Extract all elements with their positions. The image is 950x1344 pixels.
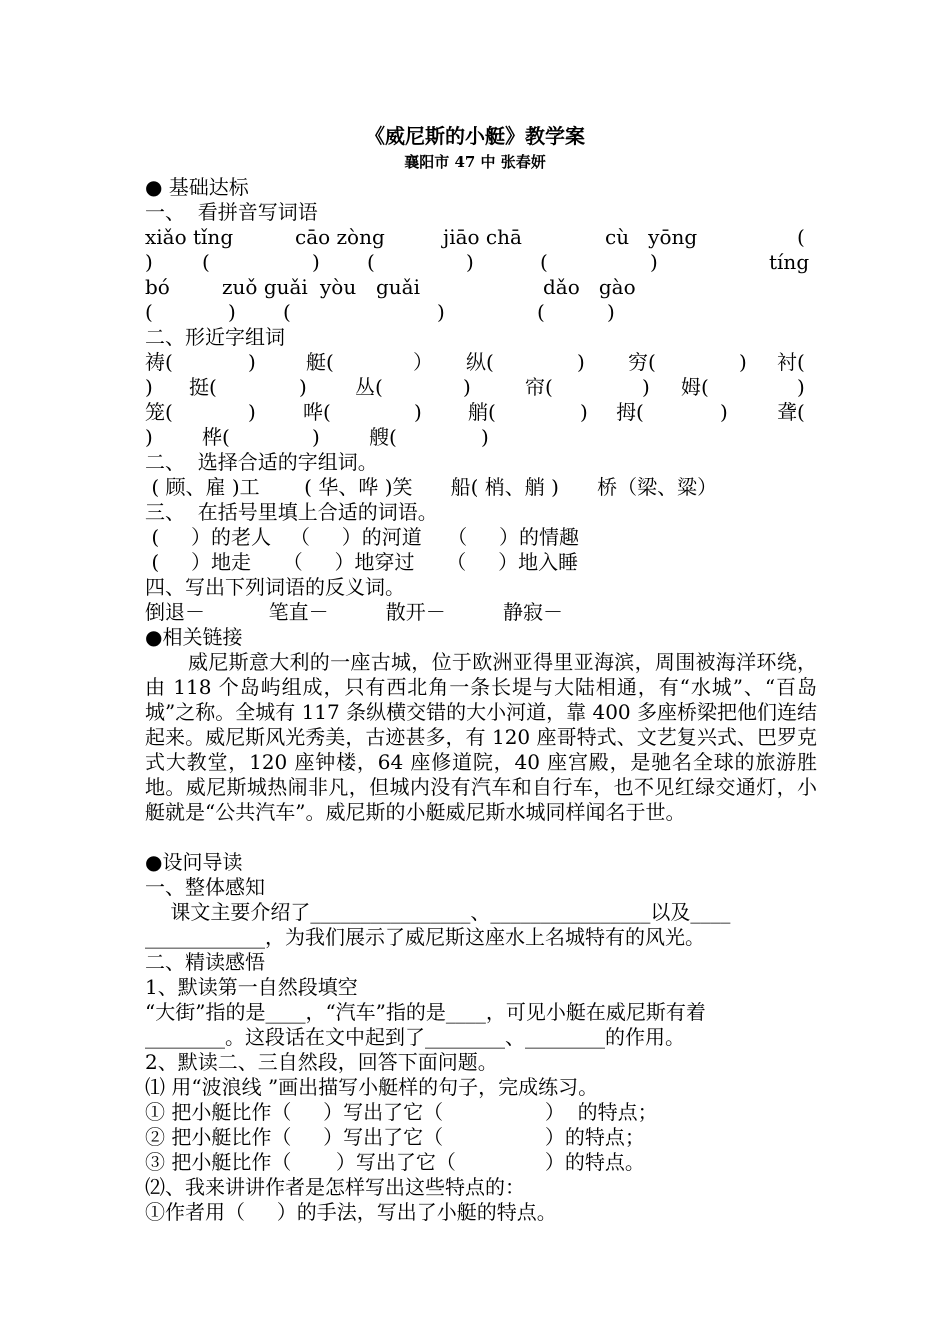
bracket: ) <box>312 425 320 449</box>
q4-title: 三、 在括号里填上合适的词语。 <box>145 500 438 524</box>
bracket: ( <box>797 225 805 249</box>
pinyin-item: cāo zòng <box>295 225 385 249</box>
bracket: ) <box>248 400 256 424</box>
q4-line-2: ( ）地走 （ ）地穿过 （ ）地入睡 <box>145 550 579 574</box>
word-item: 祷( <box>145 350 173 374</box>
bracket: ) <box>580 400 588 424</box>
bracket: ( <box>202 250 210 274</box>
word-item: 艇( <box>306 350 334 374</box>
author-line: 襄阳市 47 中 张春妍 <box>404 153 546 171</box>
g2-q1-line-2: ________。这段话在文中起到了________、________的作用。 <box>145 1025 685 1049</box>
g2-title: 二、精读感悟 <box>145 950 265 974</box>
section-link-heading: ●相关链接 <box>145 625 243 649</box>
pinyin-item: dǎo gào <box>543 275 636 299</box>
pinyin-item: jiāo chā <box>443 225 522 249</box>
bracket: ) <box>437 300 445 324</box>
word-item: 纵( <box>466 350 494 374</box>
g2-q2-b1: ①作者用（ ）的手法，写出了小艇的特点。 <box>145 1200 557 1224</box>
pinyin-item: cù yōng <box>605 225 698 249</box>
bracket: ) <box>228 300 236 324</box>
bracket: ) <box>414 400 422 424</box>
g2-q2-a2: ② 把小艇比作（ ）写出了它（ ）的特点； <box>145 1125 645 1149</box>
pinyin-item: zuǒ guǎi <box>222 275 308 299</box>
section-basic-heading: ● 基础达标 <box>145 175 249 199</box>
g1-title: 一、整体感知 <box>145 875 265 899</box>
word-item: 衬( <box>777 350 805 374</box>
word-item: 艄( <box>468 400 496 424</box>
q1-title: 一、 看拼音写词语 <box>145 200 318 224</box>
g2-q2-b: ⑵、我来讲讲作者是怎样写出这些特点的： <box>145 1175 525 1199</box>
bracket: ) <box>299 375 307 399</box>
q2-title: 二、形近字组词 <box>145 325 285 349</box>
bracket: ) <box>463 375 471 399</box>
pinyin-item: tíng <box>769 250 810 274</box>
bracket: ) <box>312 250 320 274</box>
bracket: ) <box>577 350 585 374</box>
word-item: 丛( <box>355 375 383 399</box>
g2-q1-line-1: “大街”指的是____，“汽车”指的是____，可见小艇在威尼斯有着 <box>145 1000 706 1024</box>
word-item: 聋( <box>777 400 805 424</box>
q4-line-1: ( ）的老人 （ ）的河道 （ ）的情趣 <box>145 525 580 549</box>
word-item: 桦( <box>202 425 230 449</box>
link-paragraph: 威尼斯意大利的一座古城，位于欧洲亚得里亚海滨，周围被海洋环绕，由 118 个岛屿组成，只有西北角一条长堤与大陆相通，有“水城”、“百岛城”之称。全城有 117 条纵横交错的大小河道，靠 400 多座桥梁把他们连结起来。威尼斯风光秀美，古迹甚多，有 120 座哥特式、文艺复兴式、巴罗克式大教堂，120 座钟楼，64 座修道院，40 座宫殿，是驰名全球的旅游胜地。威尼斯城热闹非凡，但城内没有汽车和自行车，也不见红绿交通灯，小艇就是“公共汽车”。威尼斯的小艇威尼斯水城同样闻名于世。 <box>145 650 818 824</box>
bracket: ) <box>248 350 256 374</box>
word-item: 拇( <box>616 400 644 424</box>
g1-line-2: ____________，为我们展示了威尼斯这座水上名城特有的风光。 <box>145 925 705 949</box>
q3-line: ( 顾、雇 )工 ( 华、哗 )笑 船( 梢、艄 ) 桥（梁、粱） <box>145 475 718 499</box>
g2-q2-a: ⑴ 用“波浪线 ”画出描写小艇样的句子，完成练习。 <box>145 1075 599 1099</box>
g2-q2-a3: ③ 把小艇比作（ ）写出了它（ ）的特点。 <box>145 1150 645 1174</box>
q3-title: 二、 选择合适的字组词。 <box>145 450 378 474</box>
bracket: ) <box>466 250 474 274</box>
bracket: ( <box>283 300 291 324</box>
bracket: ) <box>481 425 489 449</box>
bracket: ( <box>540 250 548 274</box>
bracket: ) <box>145 425 153 449</box>
bracket: ) <box>650 250 658 274</box>
g2-q1: 1、默读第一自然段填空 <box>145 975 358 999</box>
q5-line: 倒退－ 笔直－ 散开－ 静寂－ <box>145 600 564 624</box>
bracket: ) <box>145 250 153 274</box>
word-item: 艘( <box>369 425 397 449</box>
word-item: 笼( <box>145 400 173 424</box>
page-title: 《威尼斯的小艇》教学案 <box>365 124 585 148</box>
word-item: 哗( <box>303 400 331 424</box>
word-item: 挺( <box>189 375 217 399</box>
bracket: ( <box>145 300 153 324</box>
word-item: 穷( <box>628 350 656 374</box>
pinyin-item: guǎi <box>376 275 421 299</box>
bracket: ) <box>607 300 615 324</box>
g2-q2-a1: ① 把小艇比作（ ）写出了它（ ） 的特点； <box>145 1100 658 1124</box>
bracket: ) <box>642 375 650 399</box>
bracket: ） <box>413 350 433 374</box>
bracket: ( <box>537 300 545 324</box>
word-item: 姆( <box>681 375 709 399</box>
q5-title: 四、写出下列词语的反义词。 <box>145 575 405 599</box>
g1-line-1: 课文主要介绍了________________、________________以及____ <box>145 900 731 924</box>
bracket: ) <box>739 350 747 374</box>
bracket: ) <box>797 375 805 399</box>
pinyin-item: xiǎo tǐng <box>145 225 234 249</box>
section-guide-heading: ●设问导读 <box>145 850 243 874</box>
bracket: ( <box>367 250 375 274</box>
pinyin-item: bó <box>145 275 170 299</box>
g2-q2: 2、默读二、三自然段，回答下面问题。 <box>145 1050 498 1074</box>
pinyin-item: yòu <box>320 275 357 299</box>
bracket: ) <box>720 400 728 424</box>
word-item: 帘( <box>525 375 553 399</box>
bracket: ) <box>145 375 153 399</box>
